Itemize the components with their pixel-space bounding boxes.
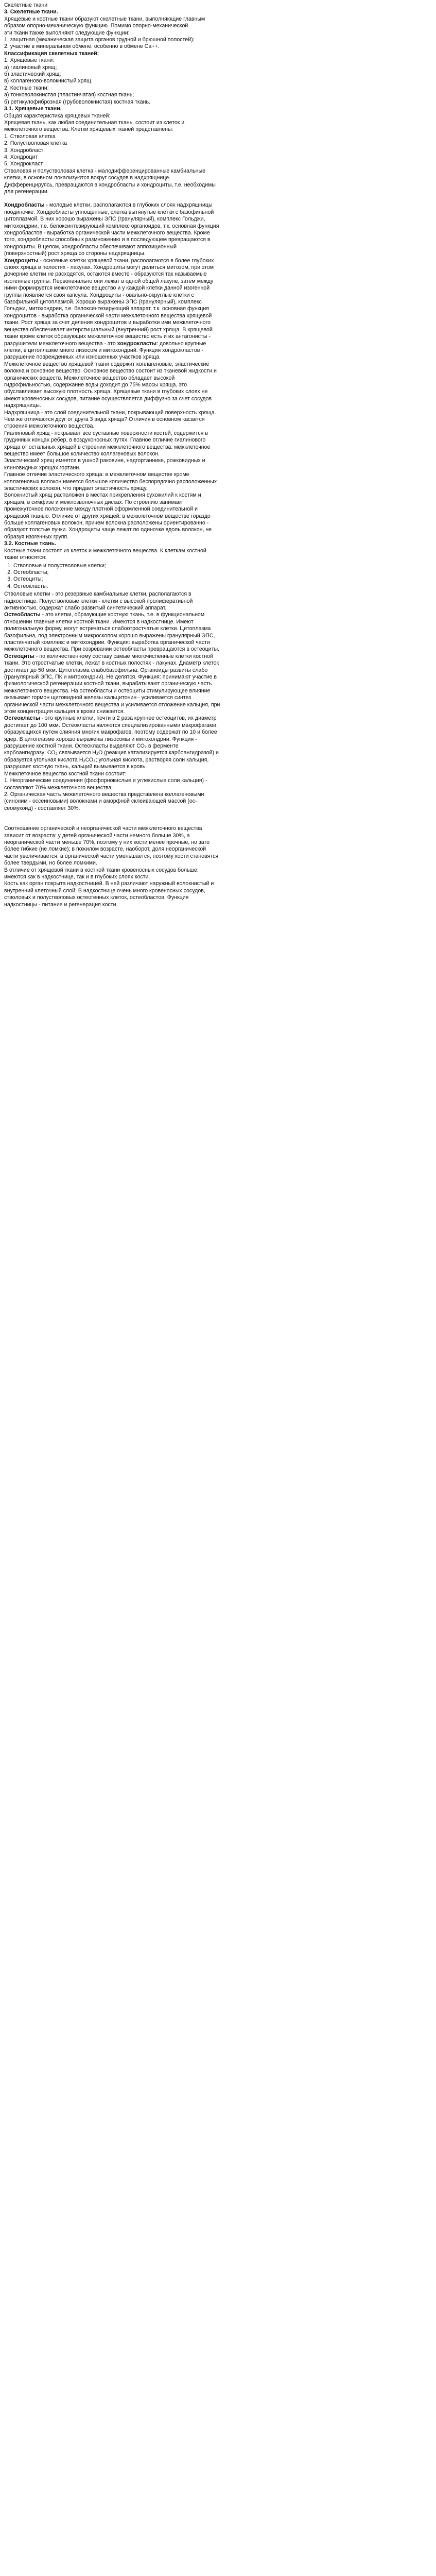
paragraph: В отличие от хрящевой ткани в костной ткани кровеносных сосудов больше: имеются как в надкостнице, так и в глубоких слоях кости. [4, 867, 199, 880]
classification-line: а) гиалиновый хрящ; [4, 64, 57, 71]
paragraph: Главное отличие эластического хряща: в межклеточном веществе кроме коллагеновых волокон имеется большое количество беспорядочно расположенных эластических волокон, что придает эластичность хрящу. [4, 471, 217, 492]
term-text: - молодые клетки, располагаются в глубоких слоях надхрящницы поодиночке. Хондробласты уплощенные, слегка вытянутые клетки с базофильной цитоплазмой. В них хорошо выражены ЭПС (гранулярный), комплекс Гольджи, митохондрии, т.е. белоксинтезирующий комплекс органоидов, т.к. основная функция хондробластов - выработка органической части межклеточного вещества. Кроме того, хондробласты способны к размножению и в последующем превращаются в хондроциты. В целом, хондробласты обеспечивают аппозиционный (поверхностный) рост хряща со стороны надхрящницы. [4, 202, 219, 257]
term: Остеокласты [4, 715, 40, 722]
cell-list-item: 3. Хондробласт [4, 147, 44, 154]
paragraph: Чем же отличаются друг от друга 3 вида хряща? Отличия в основном касается строения межклеточного вещества. [4, 416, 205, 430]
paragraph: Кость как орган покрыта надкостницей. В ней различают наружный волокнистый и внутренний клеточный слой. В надкостнице очень много кровеносных сосудов, стволовых и полустволовых остеогенных клеток, остеобластов. Функция надкостницы - питание и регенерация кости. [4, 880, 214, 908]
term-text: - по количественному составу самые многочисленные клетки костной ткани. Это отростчатые клетки, лежат в костных полостях - лакунах. Диаметр клеток достигает до 50 мкм. Цитоплазма слабобазофильна. Органоиды развиты слабо (гранулярный ЭПС, ПК и митохондрии). Не делятся. Функция: принимают участие в физиологической регенерации костной ткани, вырабатывают органическую часть межклеточного вещества. На остеобласты и остеоциты стимулирующее влияние оказывает гормон щитовидной железы кальцитонин - усиливается синтез органической части межклеточного вещества и усиливается отложение кальция, при этом концентрация кальция в крови снижается. [4, 653, 220, 715]
document-body [4, 2, 220, 908]
cell-list-item: 1. Стволовая клетка [4, 133, 56, 140]
classification-line: в) коллагеново-волокнистый хрящ. [4, 78, 93, 84]
paragraph: 2. участие в минеральном обмене, особенно в обмене Са++. [4, 43, 160, 50]
paragraph: Общая характеристика хрящевых тканей: [4, 112, 111, 119]
paragraph: 2. Органическая часть межклеточного вещества представлена коллагеновыми (синоним - оссеиновыми) волокнами и аморфной склеивающей массой (ос-сеомукоид) - составляет 30%. [4, 791, 204, 811]
cell-list-item: 4. Хондроцит [4, 154, 38, 160]
term-text: : довольно крупные клетки, в цитоплазме много лизосом и митохондрий. Функция хондрокластов - разрушение поврежденных или изношенных участков хряща. [4, 340, 206, 361]
paragraph: Хрящевая ткань, как любая соединительная ткань, состоит из клеток и межклеточного вещества. Клетки хрящевых тканей представлены: [4, 119, 185, 133]
term-text: - основные клетки хрящевой ткани, располагаются в более глубоких слоях хряща в полостях - лакунах. Хондроциты могут делиться митозом, при этом дочерние клетки не расходятся, остаются вместе - образуются так называемые изогенные группы. Первоначально они лежат в одной общей лакуне, затем между ними формируется межклеточное вещество и у каждой клетки данной изогенной группы появляется своя капсула. Хондроциты - овально-округлые клетки с базофильной цитоплазмой. Хорошо выражены ЭПС (гранулярный), комплекс Гольджи, митохондрии, т.е. белоксинтезирующий аппарат, т.к. основная функция хондроцитов - выработка органической части межклеточного вещества хрящевой ткани. Рост хряща за счет деления хондроцитов и выработки ими межклеточного вещества обеспечивает интерстициальный (внутренний) рост хряща. В хрящевой ткани кроме клеток образующих межклеточное вещество есть и их антагонисты - разрушители межклеточного вещества - это [4, 257, 214, 347]
paragraph [4, 202, 220, 257]
paragraph: Стволовые клетки - это резервные камбиальные клетки, располагаются в надкостнице. Полустволовые клетки - клетки с высокой пролиферативной активностью, содержат слабо развитый синтетический аппарат. [4, 591, 193, 611]
term: Хондробласты [4, 202, 45, 209]
document-title: Скелетные ткани [4, 2, 48, 8]
term-text: - это крупные клетки, почти в 2 раза крупнее остеоцитов, их диаметр достигает до 100 мкм. Остеокласты являются специализированными макрофагами, образующихся путем слияния многих макрофагов, поэтому содержат по 10 и более ядер. В цитоплазме хорошо выражены лизосомы и митохондрии. Функция - разрушение костной ткани. Остеокласты выделяют СО₂ в ферменте карбоангидразу: СО₂ связывается Н₂О (реакция катализируется карбоангидразой) и образуется угольная кислота Н₂СО₃; угольная кислота, растворяя соли кальция, разрушает костную ткань, кальций вымывается в кровь. [4, 715, 219, 770]
cell-list-item: 2. Полустволовая клетка [4, 140, 67, 147]
section-heading: 3. Скелетные ткани. [4, 9, 58, 15]
classification-line: а) тонковолокнистая (пластинчатая) костная ткань; [4, 92, 134, 98]
classification-line: 2. Костные ткани: [4, 84, 49, 91]
cell-list-item: 5. Хондрокласт [4, 161, 43, 167]
paragraph: Костные ткани состоят из клеток и межклеточного вещества. К клеткам костной ткани относятся: [4, 547, 206, 561]
paragraph: Межклеточное вещество костной ткани состоит: [4, 770, 127, 777]
paragraph [4, 258, 220, 361]
term: хондрокласты [117, 340, 157, 347]
term: Остеоциты [4, 653, 34, 659]
paragraph: Стволовая и полустволовая клетка - малодифференцированные камбиальные клетки, в основном локализуются вокруг сосудов в надхрящнице. Дифференцируясь, превращаются в хондробласты и хондроциты, т.е. необходимы для регенерации. [4, 167, 216, 195]
paragraph: 1. Неорганические соединения (фосфорнокислые и углекислые соли кальция) - составляют 70% межклеточного вещества. [4, 777, 207, 791]
list-item: 1. Стволовые и полустволовые клетки; [13, 563, 220, 569]
paragraph: Эластический хрящ имеется в ушной раковине, надгортаннике, рожковидных и клиновидных хрящах гортани. [4, 457, 205, 471]
paragraph: Соотношение органической и неорганической части межклеточного вещества зависит от возраста: у детей органической части немного больше 30%, а неорганической части меньше 70%, поэтому у них кости менее прочные, но зато более гибкие (не ломкие); в пожилом возрасте, наоборот, доля неорганической части увеличивается, а органической части уменьшается, поэтому кости становятся более твердыми, но более ломкими. [4, 825, 219, 867]
term-text: - это клетки, образующие костную ткань, т.е. в функциональном отношении главные клетки костной ткани. Имеются в надкостнице. Имеют полигональную форму, могут встречаться слабоотростчатые клетки. Цитоплазма базофильна, под электронным микроскопом хорошо выражены гранулярный ЭПС, пластинчатый комплекс и митохондрии. Функция: выработка органической части межклеточного вещества. При созревании остеобласты превращаются в остеоциты. [4, 612, 219, 653]
paragraph: 1. защитная (механическая защита органов грудной и брюшной полостей); [4, 37, 195, 43]
paragraph: Межклеточное вещество хрящевой ткани содержит коллагеновые, эластические волокна и основное вещество. Основное вещество состоит из тканевой жидкости и органических веществ. Межклеточное вещество обладает высокой гидрофильностью, содержание воды доходит до 75% массы хряща, это обуславливает высокую плотность хряща. Хрящевые ткани в глубоких слоях не имеют кровеносных сосудов, питание осуществляется диффузно за счет сосудов надхрящницы. [4, 361, 217, 409]
term: Хондроциты [4, 257, 39, 264]
paragraph: Хрящевые и костные ткани образуют скелетные ткани, выполняющие главным образом опорно-механическую функцию. Помимо опорно-механической [4, 15, 205, 29]
classification-line: б) ретикулофиброзная (грубоволокнистая) костная ткань. [4, 98, 150, 105]
bone-cell-list [13, 563, 220, 590]
classification-line: б) эластический хрящ; [4, 71, 61, 78]
list-item: 4. Остеокласты. [13, 583, 220, 590]
subsection-heading: 3.2. Костные ткань. [4, 540, 57, 547]
subsection-heading: 3.1. Хрящевые ткани. [4, 106, 62, 112]
term: Остеобласты [4, 612, 41, 618]
list-item: 2. Остеобласты; [13, 569, 220, 576]
list-item: 3. Остеоциты; [13, 576, 220, 583]
paragraph: эти ткани также выполняют следующие функции: [4, 29, 130, 36]
paragraph: Гиалиновый хрящ - покрывает все суставные поверхности костей, содержится в грудинных концах рёбер, в воздухоносных путях. Главное отличие гиалинового хряща от остальных хрящей в строении межклеточного вещества: межклеточное вещество имеет большое количество коллагеновых волокон. [4, 430, 211, 457]
classification-line: 1. Хрящевые ткани: [4, 57, 55, 64]
classification-heading: Классификация скелетных тканей: [4, 50, 99, 57]
paragraph: Надхрящница - это слой соединительной ткани, покрывающий поверхность хряща. [4, 409, 216, 416]
paragraph: Волокнистый хрящ расположен в местах прикрепления сухожилий к костям и хрящам, в симфизе и межпозвоночных дисках. По строению занимает промежуточное положение между плотной оформленной соединительной и хрящевой тканью. Отличие от других хрящей: в межклеточном веществе гораздо больше коллагеновых волокон, причем волокна расположены ориентированно - образуют толстые пучки. Хондроциты чаще лежат по одиночке вдоль волокон, не образуя изогенных групп. [4, 492, 212, 540]
paragraph [4, 612, 220, 653]
paragraph [4, 653, 220, 716]
paragraph [4, 715, 220, 770]
